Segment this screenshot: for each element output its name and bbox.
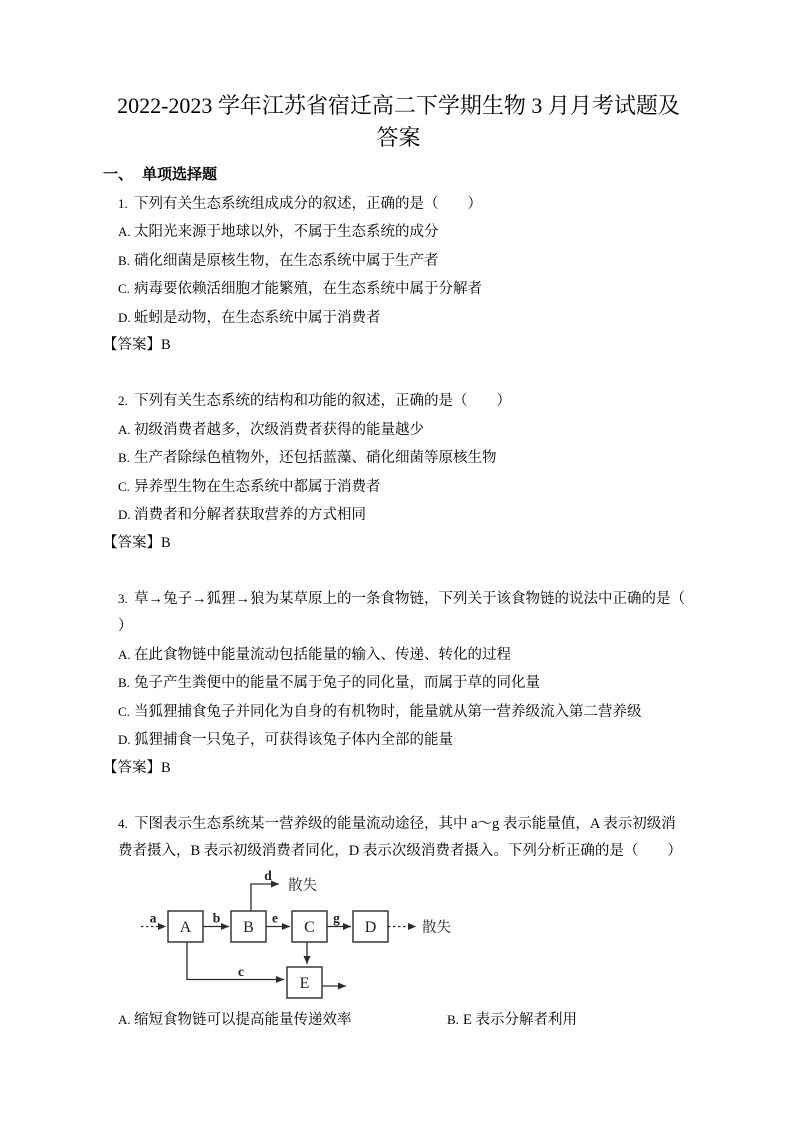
option-text: E 表示分解者利用 [463,1011,577,1028]
option-text: 消费者和分解者获取营养的方式相同 [134,507,366,523]
question-4-stem-wrap: 费者摄入，B 表示初级消费者同化，D 表示次级消费者摄入。下列分析正确的是（ ） [118,843,682,859]
question-3-stem [118,585,694,614]
question-1-option-a [118,218,694,247]
section-title: 单项选择题 [142,167,218,183]
edge-label-a: a [149,910,157,925]
option-label: D. [118,507,131,522]
document-title-line2: 答案 [376,125,421,150]
option-text: 在此食物链中能量流动包括能量的输入、传递、转化的过程 [134,646,511,663]
answer-label: 【答案】 [103,337,161,353]
option-label: C. [118,478,130,494]
question-1 [103,190,694,360]
option-label: C. [118,281,130,296]
option-text: 硝化细菌是原核生物，在生态系统中属于生产者 [134,252,439,269]
question-3-number: 3. [118,590,128,606]
option-text: 异养型生物在生态系统中都属于消费者 [134,478,381,495]
question-2-option-a [118,416,694,445]
dissipate-label-right: 散失 [422,919,451,936]
option-text: 蚯蚓是动物，在生态系统中属于消费者 [134,309,381,326]
edge-label-e: e [272,910,278,925]
question-1-option-c [118,275,694,304]
option-label: B. [118,252,130,268]
question-3-stem-wrap: ） [118,618,133,634]
question-3 [103,585,694,783]
question-1-option-b [118,247,694,276]
question-4-option-a [118,1006,447,1035]
arrow-a-to-e-c [187,942,284,980]
question-3-option-c [118,698,694,727]
question-2-option-d [118,501,694,530]
question-1-stem [118,190,694,219]
section-number: 一、 [103,167,134,183]
box-e-letter: E [299,974,310,992]
question-2-option-c [118,473,694,502]
question-1-stem-text: 下列有关生态系统组成成分的叙述，正确的是（ ） [134,195,482,212]
box-b-letter: B [243,918,254,936]
question-4-stem [118,810,694,839]
box-c-letter: C [304,918,315,936]
question-1-option-d [118,304,694,333]
option-text: 缩短食物链可以提高能量传递效率 [134,1011,352,1028]
question-2 [103,387,694,557]
question-3-option-b [118,669,694,698]
option-text: 当狐狸捕食兔子并同化为自身的有机物时，能量就从第一营养级流入第二营养级 [134,703,642,720]
question-4-options-row [118,1006,694,1035]
question-3-stem-text: 草→兔子→狐狸→狼为某草原上的一条食物链，下列关于该食物链的说法中正确的是（ [134,590,685,607]
question-2-number: 2. [118,393,128,408]
option-label: A. [118,224,131,239]
option-label: B. [118,450,130,465]
option-text: 狐狸捕食一只兔子，可获得该兔子体内全部的能量 [134,732,453,748]
question-4 [103,810,694,1035]
option-label: B. [118,675,130,690]
arrow-b-to-dissipate-d [251,884,279,911]
energy-flow-diagram [133,866,694,1006]
option-label: D. [118,732,131,747]
answer-value: B [161,759,171,776]
dissipate-label-top: 散失 [288,877,317,894]
question-3-option-a [118,641,694,670]
question-2-stem [118,387,694,416]
answer-label: 【答案】 [103,759,161,776]
option-text: 病毒要依赖活细胞才能繁殖，在生态系统中属于分解者 [134,281,482,297]
answer-value: B [161,337,171,353]
question-2-option-b [118,444,694,473]
option-label: A. [118,646,131,662]
edge-label-c: c [238,963,244,979]
question-3-answer [103,755,694,783]
question-3-option-d [118,726,694,755]
option-label: B. [447,1011,459,1027]
question-4-option-b [447,1012,577,1028]
box-a-letter: A [179,918,192,936]
answer-label: 【答案】 [103,534,161,551]
option-text: 太阳光来源于地球以外，不属于生态系统的成分 [134,224,439,240]
question-1-answer [103,332,694,360]
question-2-stem-text: 下列有关生态系统的结构和功能的叙述，正确的是（ ） [134,393,511,409]
option-label: C. [118,703,130,719]
edge-label-b: b [212,910,221,925]
option-text: 生产者除绿色植物外，还包括蓝藻、硝化细菌等原核生物 [134,450,497,466]
option-label: A. [118,1011,131,1027]
question-4-number: 4. [118,815,128,831]
document-title [103,0,694,154]
question-4-stem-text: 下图表示生态系统某一营养级的能量流动途径，其中 a～g 表示能量值，A 表示初级消 [134,815,676,832]
option-text: 初级消费者越多，次级消费者获得的能量越少 [134,421,424,438]
document-title-line1: 2022-2023 学年江苏省宿迁高二下学期生物 3 月月考试题及 [117,93,680,118]
question-2-answer [103,530,694,558]
energy-flow-diagram-svg [133,866,693,1006]
box-d-letter: D [364,918,377,936]
section-heading [103,162,694,190]
question-1-number: 1. [118,195,128,211]
edge-label-d: d [264,867,272,883]
answer-value: B [161,534,171,551]
edge-label-g: g [333,910,340,925]
option-text: 兔子产生粪便中的能量不属于兔子的同化量，而属于草的同化量 [134,675,540,691]
option-label: D. [118,309,131,325]
option-label: A. [118,421,131,437]
